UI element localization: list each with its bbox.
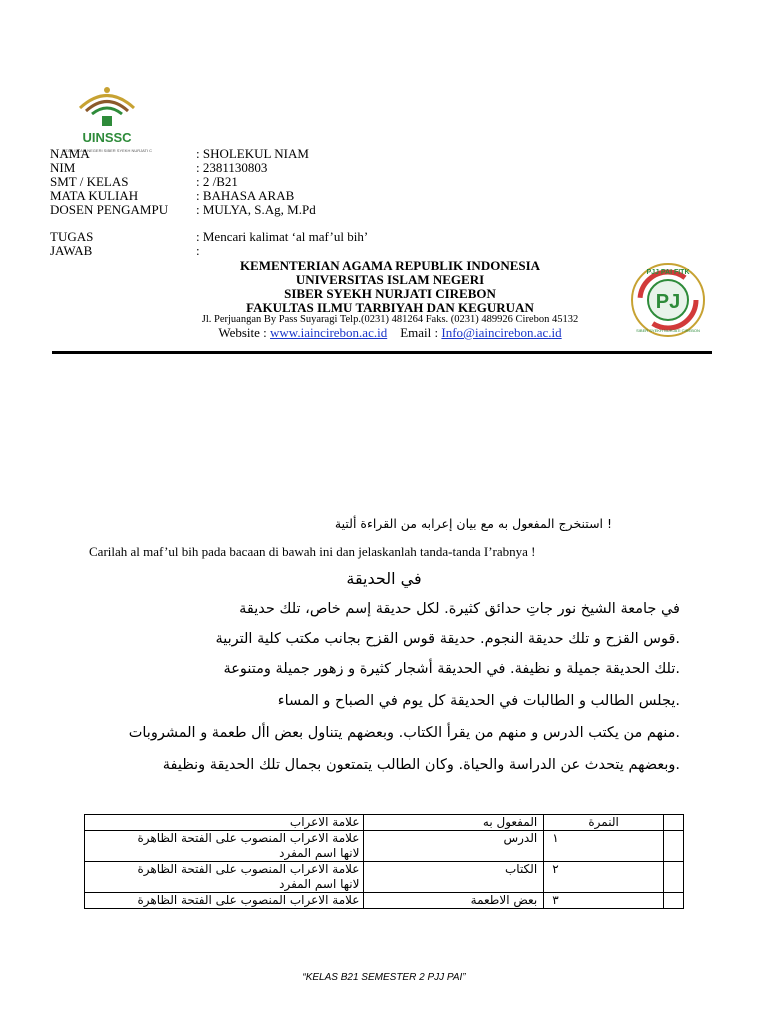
maful-cell: الدرس <box>364 831 544 862</box>
mata-kuliah-value: : BAHASA ARAB <box>196 188 295 203</box>
maful-cell: الكتاب <box>364 862 544 893</box>
alamah-cell: علامة الاعراب المنصوب على الفتحة الظاهرة لانها اسم المفرد <box>85 831 364 862</box>
pjj-pai-logo <box>630 262 706 338</box>
uinssc-logo-text: UINSSC <box>82 130 132 145</box>
question-arabic: ! استنخرج المفعول به مع بيان إعرابه من القراءة ألتية <box>334 516 612 531</box>
email-link[interactable]: Info@iaincirebon.ac.id <box>441 325 562 340</box>
passage-line: في جامعة الشيخ نور جاتِ حدائق كثيرة. لكل حديقة إسم خاص، تلك حديقة <box>239 601 680 617</box>
header-nomor: النمرة <box>544 815 664 831</box>
uinssc-logo-subtext: SITAS ISLAM NEGERI SIBER SYEKH NURJATI C <box>62 148 152 153</box>
smt-value: : 2 /B21 <box>196 174 238 189</box>
nomor-cell: ٣ <box>544 893 664 909</box>
passage-line: .منهم من يكتب الدرس و منهم من يقرأ الكتاب. وبعضهم يتناول بعض األ طعمة و المشروبات <box>128 725 680 741</box>
alamah-cell: علامة الاعراب المنصوب على الفتحة الظاهرة لانها اسم المفرد <box>85 862 364 893</box>
page-footer: “KELAS B21 SEMESTER 2 PJJ PAI” <box>302 972 466 983</box>
svg-text:PJ: PJ <box>655 291 681 313</box>
nama-value: : SHOLEKUL NIAM <box>196 146 309 161</box>
website-link[interactable]: www.iaincirebon.ac.id <box>270 325 388 340</box>
table-cell-empty <box>664 831 684 862</box>
table-cell-empty <box>664 815 684 831</box>
letterhead-ministry: KEMENTERIAN AGAMA REPUBLIK INDONESIA <box>239 258 541 273</box>
smt-label: SMT / KELAS <box>50 174 129 189</box>
dosen-label: DOSEN PENGAMPU <box>50 202 169 217</box>
letterhead-divider <box>52 351 712 354</box>
answer-table <box>84 814 684 909</box>
header-maful: المفعول به <box>364 815 544 831</box>
mata-kuliah-label: MATA KULIAH <box>50 188 139 203</box>
header-alamah: علامة الاعراب <box>85 815 364 831</box>
question-latin: Carilah al maf’ul bih pada bacaan di bawah ini dan jelaskanlah tanda-tanda I’rabnya ! <box>89 544 536 559</box>
website-label: Website : <box>218 325 271 340</box>
letterhead-faculty: FAKULTAS ILMU TARBIYAH DAN KEGURUAN <box>246 300 534 315</box>
email-label: Email : <box>387 325 442 340</box>
passage-line: .قوس القزح و تلك حديقة النجوم. حديقة قوس القزح بجانب مكتب كلية التربية <box>215 631 680 647</box>
passage-line: .وبعضهم يتحدث عن الدراسة والحياة. وكان الطالب يتمتعون بجمال تلك الحديقة ونظيفة <box>162 757 680 773</box>
jawab-value: : <box>196 243 200 258</box>
letterhead-institution: SIBER SYEKH NURJATI CIREBON <box>284 286 496 301</box>
nama-label: NAMA <box>50 146 90 161</box>
table-row <box>85 831 684 862</box>
letterhead-university: UNIVERSITAS ISLAM NEGERI <box>295 272 485 287</box>
tugas-label: TUGAS <box>50 229 94 244</box>
nomor-cell: ١ <box>544 831 664 862</box>
pjj-logo-text: PJJ PAI FITK <box>646 269 690 276</box>
nim-value: : 2381130803 <box>196 160 268 175</box>
passage-line: .تلك الحديقة جميلة و نظيفة. في الحديقة أشجار كثيرة و زهور جميلة ومتنوعة <box>223 661 680 677</box>
pjj-logo-subtext: SIBER SYEKH NURJATI CIREBON <box>636 328 700 333</box>
dosen-value: : MULYA, S.Ag, M.Pd <box>196 202 316 217</box>
nomor-cell: ٢ <box>544 862 664 893</box>
passage-title: في الحديقة <box>346 569 422 588</box>
table-row <box>85 893 684 909</box>
table-cell-empty <box>664 893 684 909</box>
alamah-cell: علامة الاعراب المنصوب على الفتحة الظاهرة <box>85 893 364 909</box>
table-cell-empty <box>664 862 684 893</box>
nim-label: NIM <box>50 160 76 175</box>
maful-cell: بعض الاطعمة <box>364 893 544 909</box>
passage-line: .يجلس الطالب و الطالبات في الحديقة كل يوم في الصباح و المساء <box>277 693 680 709</box>
letterhead-address: Jl. Perjuangan By Pass Suyaragi Telp.(0231) 481264 Faks. (0231) 489926 Cirebon 45132 <box>201 314 579 325</box>
table-row <box>85 862 684 893</box>
letterhead-contact <box>160 325 620 341</box>
jawab-label: JAWAB <box>50 243 93 258</box>
tugas-value: : Mencari kalimat ‘al maf’ul bih’ <box>196 229 369 244</box>
table-header-row <box>85 815 684 831</box>
